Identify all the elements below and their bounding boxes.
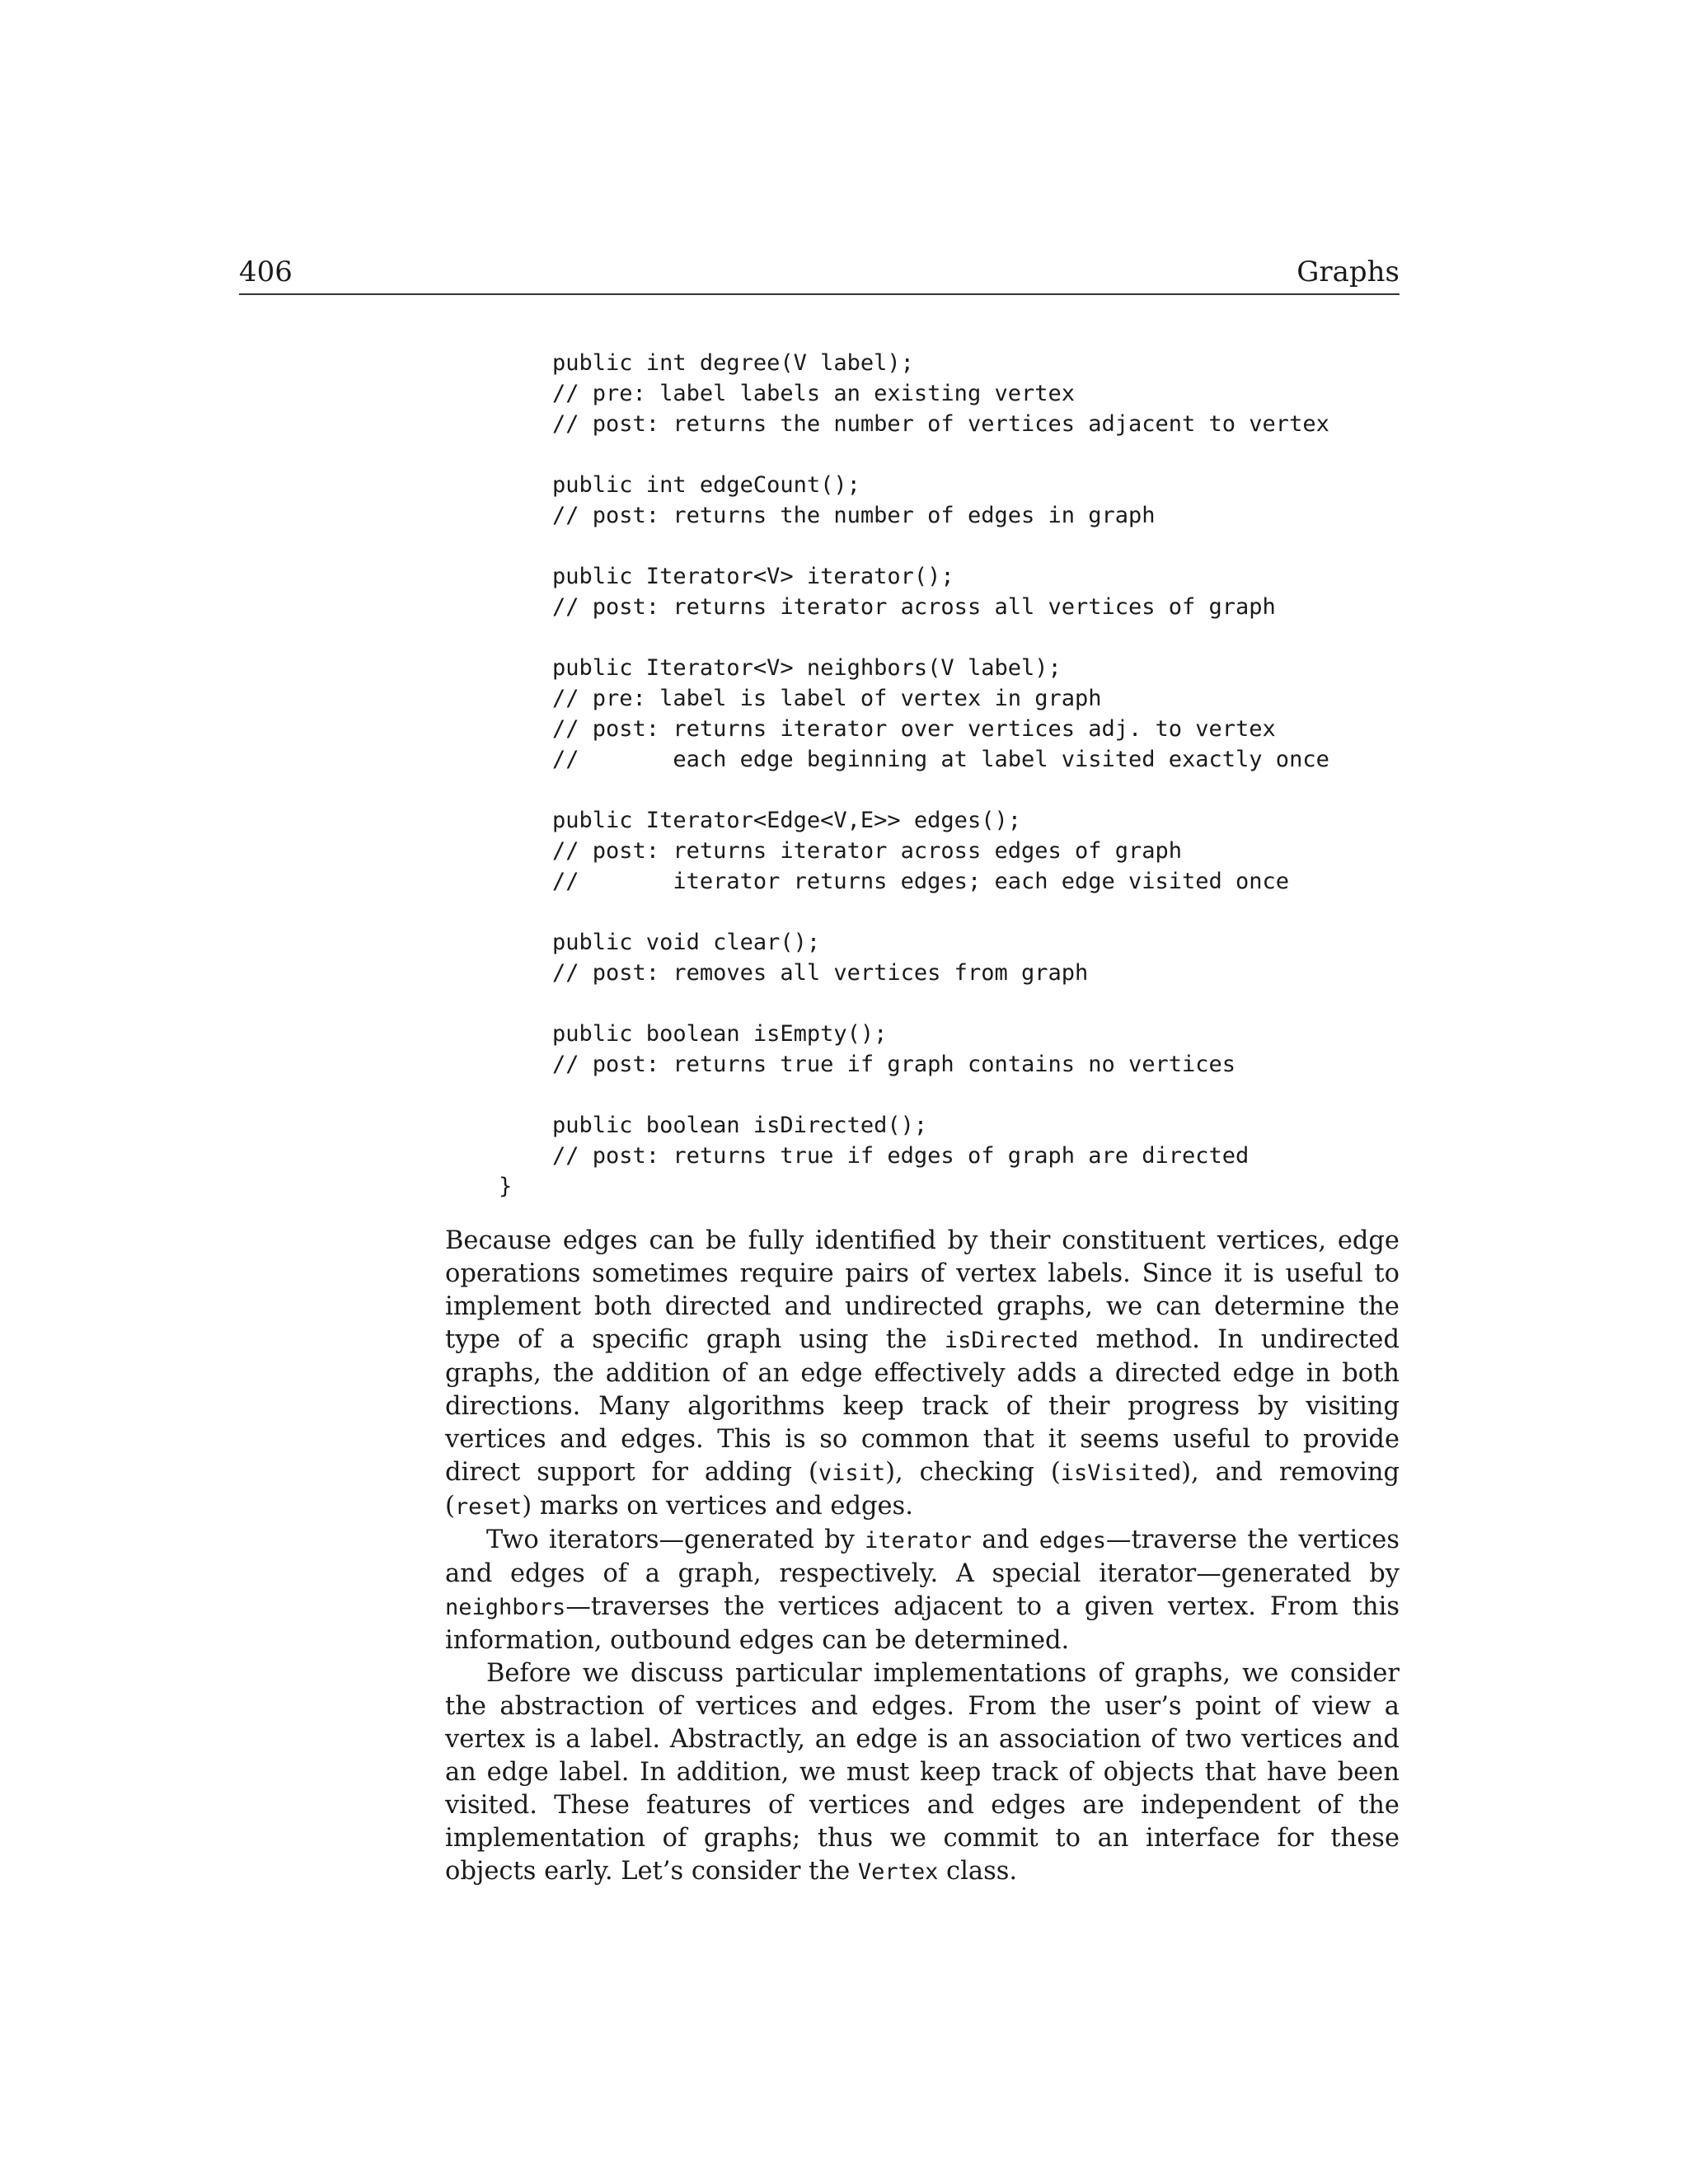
code-line	[499, 988, 1329, 1019]
code-line: public int degree(V label);	[499, 350, 914, 376]
code-line: // post: returns true if graph contains no vertices	[499, 1052, 1236, 1077]
code-line: // post: removes all vertices from graph	[499, 960, 1089, 986]
code-line: // iterator returns edges; each edge visited once	[499, 869, 1290, 894]
code-line: // post: returns iterator across edges of graph	[499, 838, 1183, 864]
code-line: // pre: label is label of vertex in graph	[499, 686, 1102, 711]
inline-code: visit	[818, 1460, 886, 1486]
code-line	[499, 1080, 1329, 1110]
text-run: ), checking (	[885, 1458, 1061, 1487]
text-run: and	[972, 1526, 1039, 1554]
inline-code: reset	[454, 1494, 523, 1520]
text-run: ), and removing (	[445, 1458, 1400, 1521]
inline-code: isDirected	[944, 1328, 1079, 1353]
inline-code: neighbors	[445, 1595, 566, 1620]
body-text	[445, 1225, 1400, 1889]
code-line: // post: returns iterator over vertices adj. to vertex	[499, 716, 1276, 742]
code-line: // post: returns the number of vertices adjacent to vertex	[499, 411, 1329, 437]
text-run: Two iterators—generated by	[486, 1526, 865, 1554]
text-run: method. In undirected graphs, the addition of an edge effectively adds a directed edge in both directions. Many algorithms keep track of their progress by visiting vertices and edges. This is so common that it seems useful to provide direct support for adding (	[445, 1325, 1400, 1487]
text-run: Before we discuss particular implementations of graphs, we consider the abstraction of vertices and edges. From the user’s point of view a vertex is a label. Abstractly, an edge is an association of two vertices and an edge label. In addition, we must keep track of objects that have been visited. These features of vertices and edges are independent of the implementation of graphs; thus we commit to an interface for these objects early. Let’s consider the	[445, 1659, 1400, 1886]
code-line: public Iterator<Edge<V,E>> edges();	[499, 808, 1021, 833]
text-run: class.	[938, 1857, 1018, 1886]
code-line	[499, 775, 1329, 805]
paragraph-2	[445, 1524, 1400, 1657]
code-line: public int edgeCount();	[499, 472, 860, 498]
code-line: // each edge beginning at label visited exactly once	[499, 747, 1329, 772]
code-line: // post: returns true if edges of graph are directed	[499, 1143, 1250, 1169]
text-run: —traverse the vertices and edges of a graph, respectively. A special iterator—generated by	[445, 1526, 1400, 1588]
code-listing	[499, 348, 1329, 1202]
inline-code: edges	[1039, 1528, 1106, 1554]
page-header	[239, 252, 1400, 295]
paragraph-1	[445, 1225, 1400, 1524]
inline-code: isVisited	[1060, 1460, 1182, 1486]
code-line	[499, 622, 1329, 653]
text-run: —traverses the vertices adjacent to a given vertex. From this information, outbound edges can be determined.	[445, 1592, 1400, 1655]
code-line: public boolean isEmpty();	[499, 1021, 888, 1047]
text-run: ) marks on vertices and edges.	[522, 1492, 913, 1521]
code-line	[499, 439, 1329, 470]
inline-code: iterator	[865, 1528, 973, 1554]
inline-code: Vertex	[857, 1859, 939, 1885]
code-line: public Iterator<V> neighbors(V label);	[499, 655, 1062, 681]
page-number: 406	[239, 255, 293, 288]
code-line: // post: returns the number of edges in graph	[499, 503, 1156, 528]
chapter-title: Graphs	[1296, 255, 1400, 288]
code-line: public void clear();	[499, 930, 821, 955]
text-run: Because edges can be fully identified by their constituent vertices, edge operations sometimes require pairs of vertex labels. Since it is useful to implement both directed and undirected graphs, we can determine the type of a specific graph using the	[445, 1226, 1400, 1354]
code-line: }	[499, 1174, 513, 1199]
code-line	[499, 897, 1329, 927]
code-line: public Iterator<V> iterator();	[499, 564, 954, 589]
code-line: // post: returns iterator across all vertices of graph	[499, 594, 1276, 620]
code-line: // pre: label labels an existing vertex	[499, 381, 1075, 406]
code-line: public boolean isDirected();	[499, 1113, 928, 1138]
paragraph-3	[445, 1657, 1400, 1889]
code-line	[499, 531, 1329, 561]
